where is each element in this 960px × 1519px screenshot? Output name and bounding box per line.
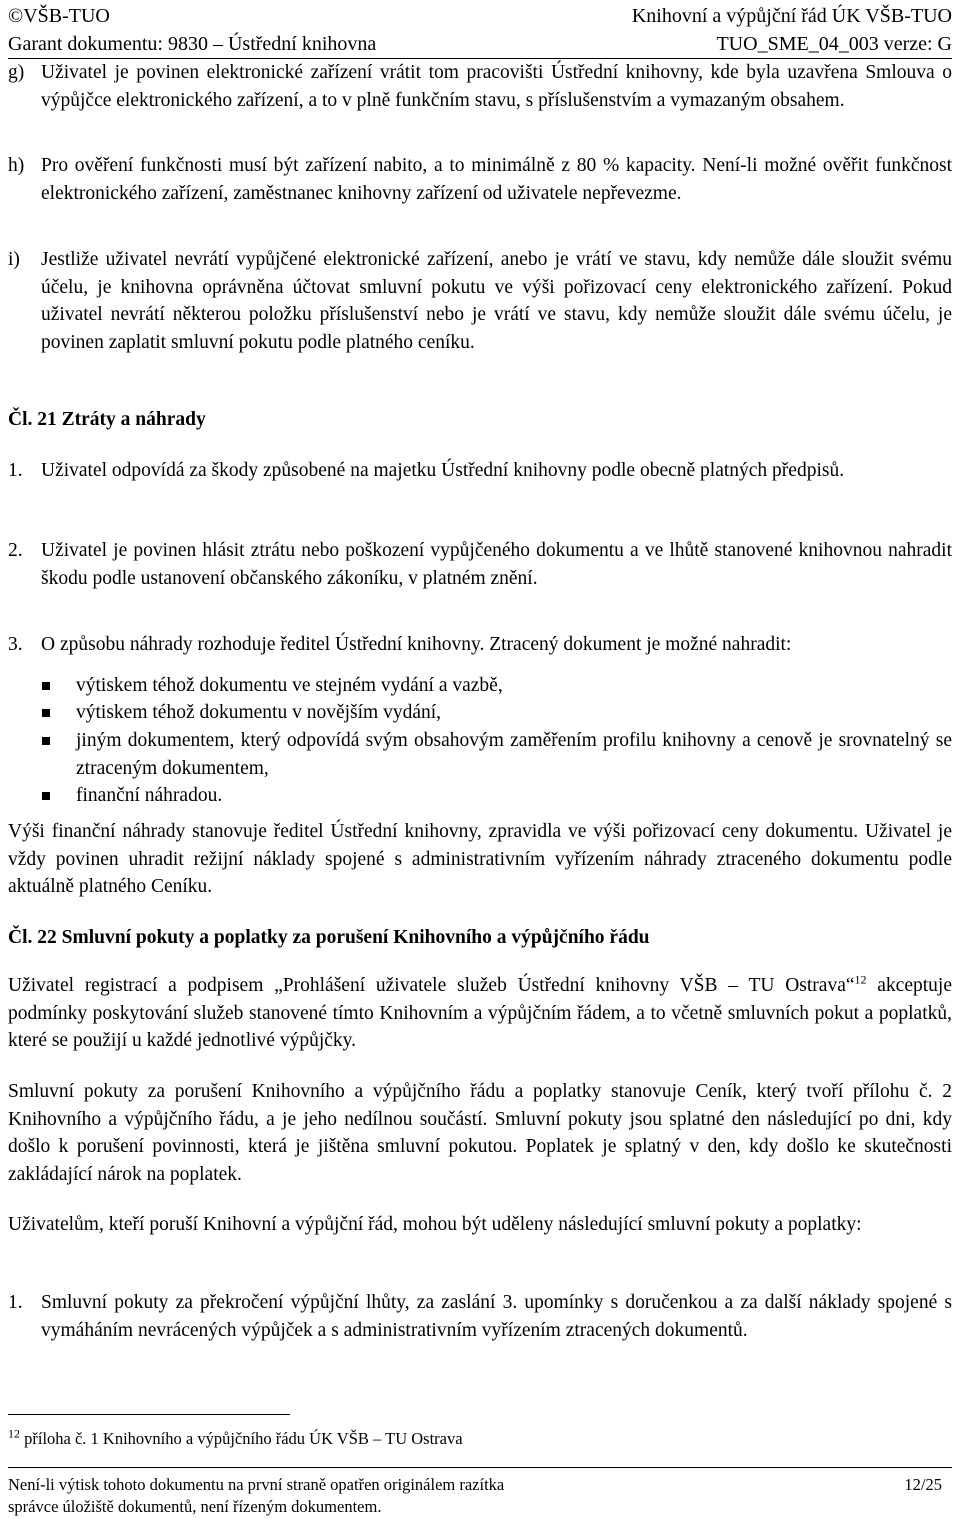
section-22-item-1-label: 1. — [8, 1292, 23, 1313]
footer-rule — [8, 1467, 952, 1468]
footer-notice-line-2: správce úložiště dokumentů, není řízeným dokumentem. — [8, 1497, 382, 1516]
section-22-heading: Čl. 22 Smluvní pokuty a poplatky za porušení Knihovního a výpůjčního řádu — [8, 927, 650, 948]
footnote-number: 12 — [8, 1426, 20, 1441]
item-g-text: Uživatel je povinen elektronické zařízení vrátit tom pracovišti Ústřední knihovny, kde byla uzavřena Smlouva o výpůjčce elektronického zařízení, a to v plně funkčním stavu, s příslušenstvím a vymazaným obsahem. — [41, 62, 952, 111]
item-i-text: Jestliže uživatel nevrátí vypůjčené elektronické zařízení, anebo je vrátí ve stavu, kdy nemůže dále sloužit svému účelu, je knihovna oprávněna účtovat smluvní pokutu ve výši pořizovací ceny elektronického zařízení. Pokud uživatel nevrátí některou položku příslušenství nebo je vrátí ve stavu, kdy nemůže sloužit dále svému účelu, je povinen zaplatit smluvní pokutu podle platného ceníku. — [41, 249, 952, 353]
bullet-square-icon — [42, 709, 50, 717]
footer-notice-line-1: Není-li výtisk tohoto dokumentu na první straně opatřen originálem razítka — [8, 1475, 505, 1494]
bullet-item: výtiskem téhož dokumentu v novějším vydání, — [76, 702, 442, 723]
section-21-heading: Čl. 21 Ztráty a náhrady — [8, 409, 206, 430]
footnote-reference: 12 — [854, 972, 867, 987]
bullet-square-icon — [42, 682, 50, 690]
item-g-label: g) — [8, 62, 25, 83]
section-21-item-1-text: Uživatel odpovídá za škody způsobené na majetku Ústřední knihovny podle obecně platných předpisů. — [41, 460, 845, 481]
section-22-paragraph-3: Uživatelům, kteří poruší Knihovní a výpůjční řád, mohou být uděleny následující smluvní pokuty a poplatky: — [8, 1214, 862, 1235]
section-21-item-3-label: 3. — [8, 634, 23, 655]
section-22-paragraph-1-end: akceptuje podmínky poskytování služeb stanovené tímto Knihovním a výpůjčním řádem, a to včetně smluvních pokut a poplatků, které se použijí u každé jednotlivé výpůjčky. — [8, 975, 952, 1052]
footnote-rule — [8, 1414, 290, 1415]
section-22-paragraph-1 — [8, 972, 952, 1055]
page-number: 12/25 — [904, 1475, 942, 1494]
bullet-item: jiným dokumentem, který odpovídá svým obsahovým zaměřením profilu knihovny a cenově je srovnatelný se ztraceným dokumentem, — [76, 730, 952, 779]
item-h-label: h) — [8, 155, 25, 176]
section-21-item-2-label: 2. — [8, 540, 23, 561]
section-22-paragraph-2: Smluvní pokuty za porušení Knihovního a výpůjčního řádu a poplatky stanovuje Ceník, který tvoří přílohu č. 2 Knihovního a výpůjčního řádu, a je jeho nedílnou součástí. Smluvní pokuty jsou splatné den následující po dni, kdy došlo k porušení povinnosti, která je jištěna smluvní pokutou. Poplatek je splatný v den, kdy došlo ke skutečnosti zakládající nárok na poplatek. — [8, 1081, 952, 1185]
header-document-title: Knihovní a výpůjční řád ÚK VŠB-TUO — [631, 5, 952, 27]
header-document-code: TUO_SME_04_003 verze: G — [716, 33, 952, 55]
footnote — [8, 1428, 463, 1450]
header-copyright: ©VŠB-TUO — [8, 5, 110, 27]
item-h-text: Pro ověření funkčnosti musí být zařízení nabito, a to minimálně z 80 % kapacity. Není-li možné ověřit funkčnost elektronického zařízení, zaměstnanec knihovny zařízení od uživatele nepřevezme. — [41, 155, 952, 204]
item-i-label: i) — [8, 249, 20, 270]
header-guarantor: Garant dokumentu: 9830 – Ústřední knihovna — [8, 33, 377, 55]
section-22-paragraph-1-start: Uživatel registrací a podpisem „Prohlášení uživatele služeb Ústřední knihovny VŠB – TU Ostrava“ — [8, 975, 855, 996]
section-21-item-2-text: Uživatel je povinen hlásit ztrátu nebo poškození vypůjčeného dokumentu a ve lhůtě stanovené knihovnou nahradit škodu podle ustanovení občanského zákoníku, v platném znění. — [41, 540, 952, 589]
bullet-square-icon — [42, 737, 50, 745]
section-21-closing-paragraph: Výši finanční náhrady stanovuje ředitel Ústřední knihovny, zpravidla ve výši pořizovací ceny dokumentu. Uživatel je vždy povinen uhradit režijní náklady spojené s administrativním vyřízením náhrady ztraceného dokumentu podle aktuálně platného Ceníku. — [8, 821, 952, 898]
bullet-item: výtiskem téhož dokumentu ve stejném vydání a vazbě, — [76, 675, 503, 696]
section-22-item-1-text: Smluvní pokuty za překročení výpůjční lhůty, za zaslání 3. upomínky s doručenkou a za další náklady spojené s vymáháním nevrácených výpůjček a s administrativním vyřízením ztracených dokumentů. — [41, 1292, 952, 1341]
section-21-item-3-text: O způsobu náhrady rozhoduje ředitel Ústřední knihovny. Ztracený dokument je možné nahradit: — [41, 634, 792, 655]
bullet-item: finanční náhradou. — [76, 785, 223, 806]
footnote-text: příloha č. 1 Knihovního a výpůjčního řádu ÚK VŠB – TU Ostrava — [20, 1429, 463, 1448]
section-21-item-1-label: 1. — [8, 460, 23, 481]
bullet-square-icon — [42, 792, 50, 800]
